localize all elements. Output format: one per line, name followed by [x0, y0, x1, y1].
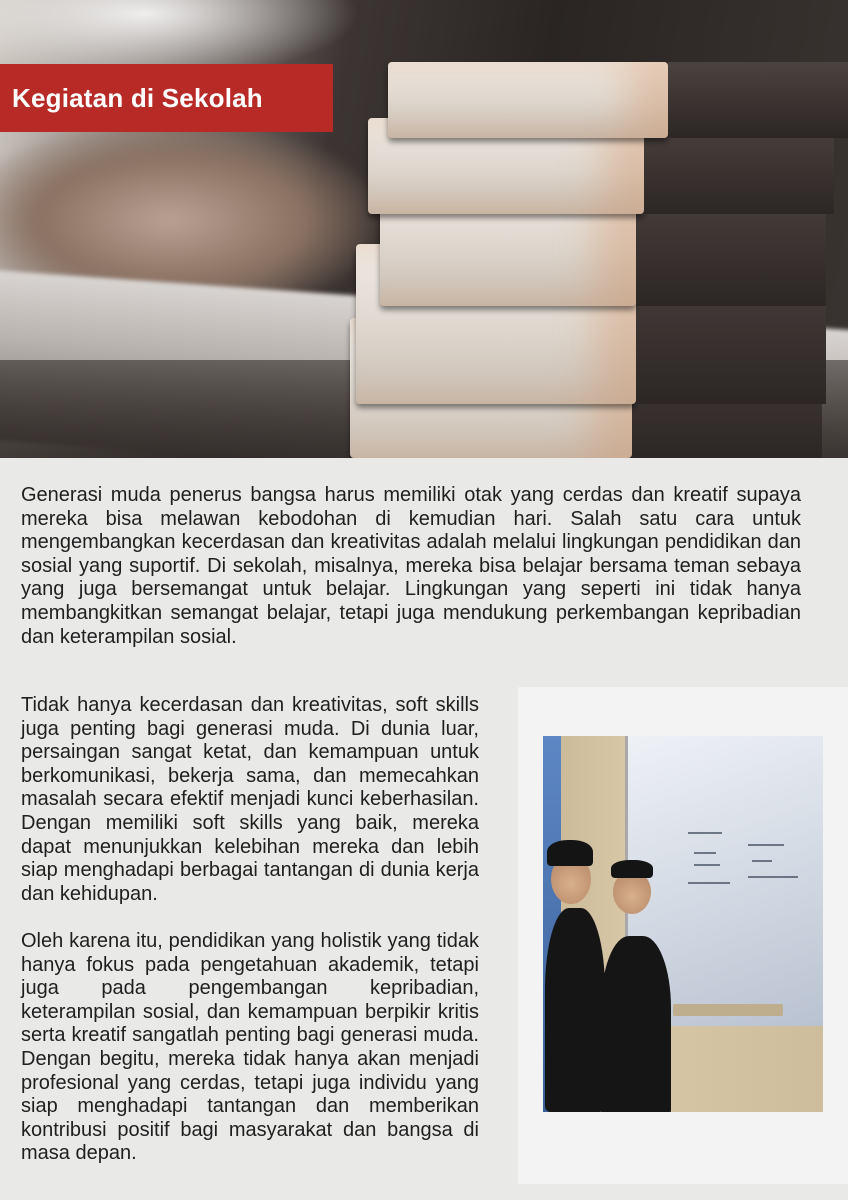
whiteboard-scribble: [748, 844, 784, 846]
photo-book: [388, 62, 668, 138]
article-paragraph-2: Tidak hanya kecerdasan dan kreativitas, soft skills juga penting bagi generasi muda. Di dunia luar, persaingan sangat ketat, dan kemampuan untuk berkomunikasi, bekerja sama, dan memecahkan masalah secara efektif menjadi kunci keberhasilan. Dengan memiliki soft skills yang baik, mereka dapat menunjukkan kelebihan mereka dan lebih siap menghadapi berbagai tantangan di dunia kerja dan kehidupan.: [21, 694, 479, 905]
whiteboard-scribble: [748, 876, 798, 878]
photo-student: [601, 936, 671, 1112]
whiteboard-scribble: [694, 852, 716, 854]
whiteboard-scribble: [694, 864, 720, 866]
title-banner: [0, 64, 333, 132]
page-title: Kegiatan di Sekolah: [12, 82, 263, 113]
students-whiteboard-photo: [543, 736, 823, 1112]
photo-student-cap: [611, 860, 653, 878]
whiteboard-scribble: [688, 882, 730, 884]
photo-student-cap: [547, 840, 593, 866]
article-paragraph-1: Generasi muda penerus bangsa harus memiliki otak yang cerdas dan kreatif supaya mereka bisa melawan kebodohan di kemudian hari. Salah satu cara untuk mengembangkan kecerdasan dan kreativitas adalah melalui lingkungan pendidikan dan sosial yang suportif. Di sekolah, misalnya, mereka bisa belajar bersama teman sebaya yang juga bersemangat untuk belajar. Lingkungan yang seperti ini tidak hanya membangkitkan semangat belajar, tetapi juga mendukung perkembangan kepribadian dan keterampilan sosial.: [21, 484, 801, 648]
whiteboard-scribble: [688, 832, 722, 834]
photo-whiteboard-tray: [673, 1004, 783, 1016]
article-paragraph-3: Oleh karena itu, pendidikan yang holistik yang tidak hanya fokus pada pengetahuan akademik, tetapi juga pada pengembangan kepribadian, keterampilan sosial, dan kemampuan berpikir kritis serta kreatif sangatlah penting bagi generasi muda. Dengan begitu, mereka tidak hanya akan menjadi profesional yang cerdas, tetapi juga individu yang siap menghadapi tantangan dan memberikan kontribusi positif bagi masyarakat dan bangsa di masa depan.: [21, 930, 479, 1165]
photo-student: [545, 908, 605, 1112]
whiteboard-scribble: [752, 860, 772, 862]
